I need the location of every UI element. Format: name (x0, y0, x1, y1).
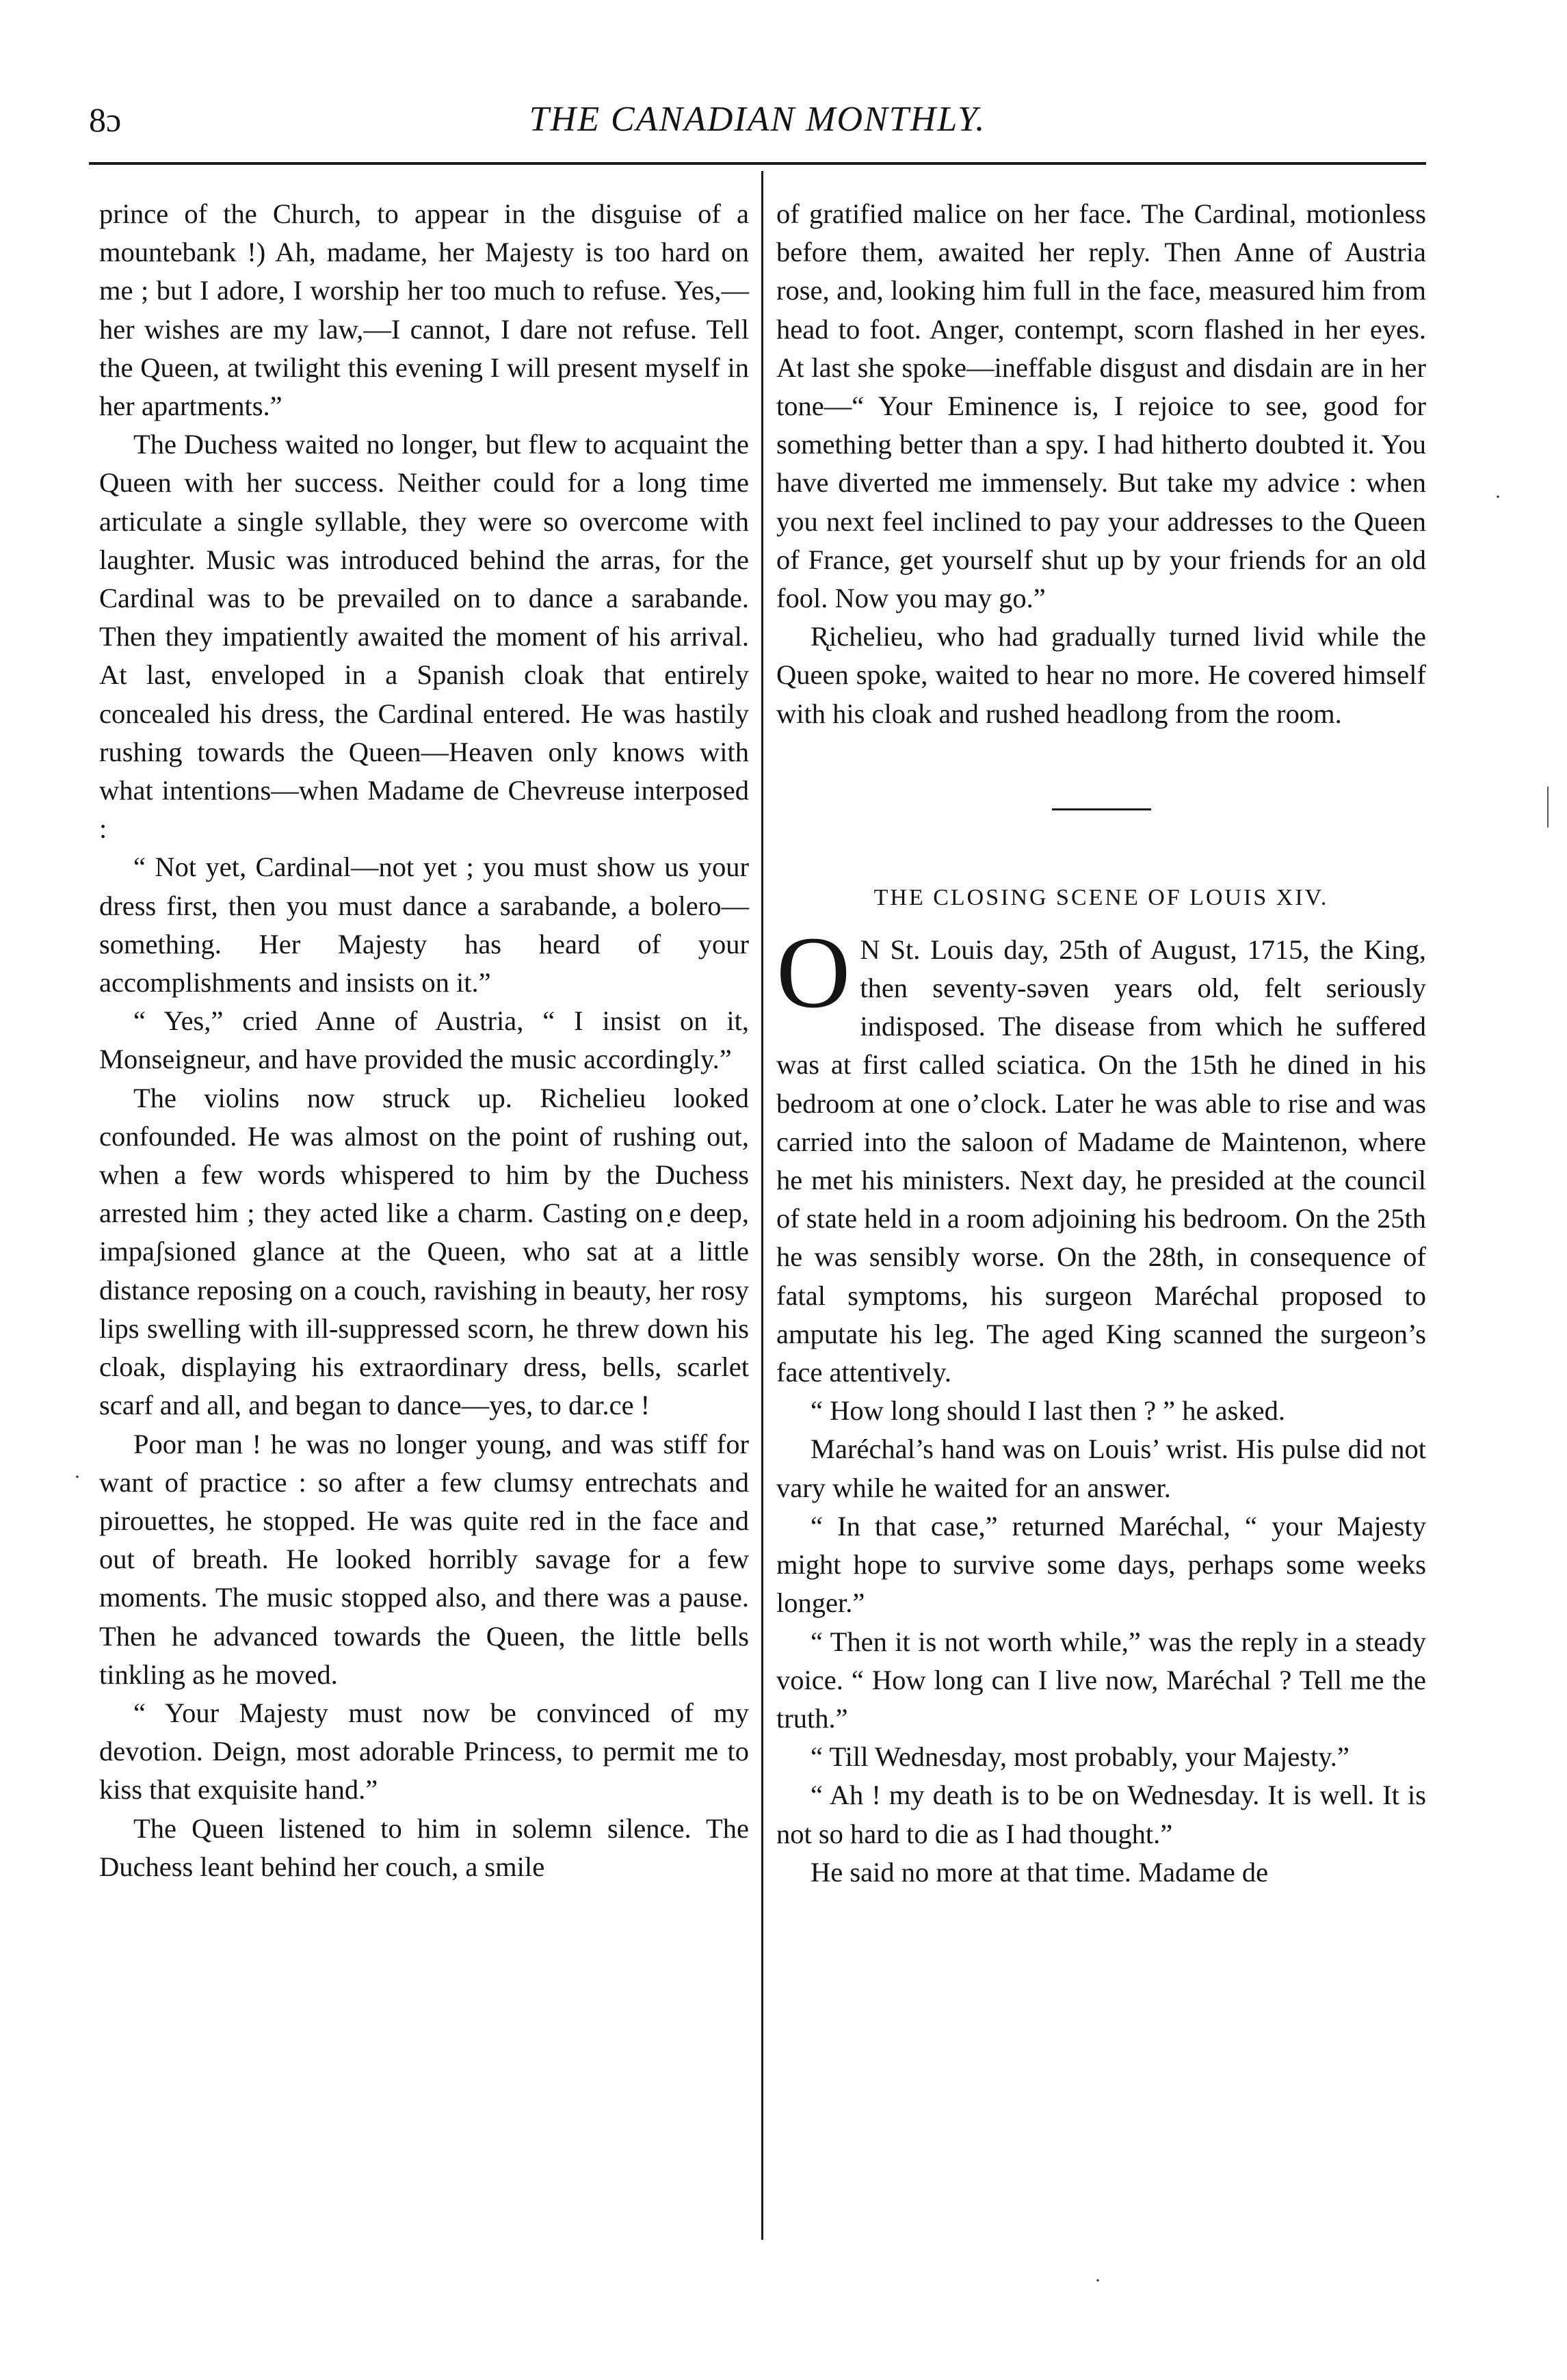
drop-cap: O (776, 915, 851, 1029)
paragraph: prince of the Church, to appear in the disguise of a mountebank !) Ah, madame, her Majesty is too hard on me ; but I adore, I worship her too much to refuse. Yes,—her wishes are my law,—I cannot, I dare not refuse. Tell the Queen, at twilight this evening I will present myself in her apartments.” (99, 198, 749, 422)
first-paragraph-text: N St. Louis day, 25th of August, 1715, the King, then seventy-səven years old, felt seriously indisposed. The disease from which he suffered was at first called sciatica. On the 15th he dined in his bedroom at one o’clock. Later he was able to rise and was carried into the saloon of Madame de Maintenon, where he met his ministers. Next day, he presided at the council of state held in a room adjoining his bedroom. On the 25th he was sensibly worse. On the 28th, in consequence of fatal symptoms, his surgeon Maréchal proposed to amputate his leg. The aged King scanned the surgeon’s face attentively. (776, 934, 1426, 1388)
section-title: THE CLOSING SCENE OF LOUIS XIV. (873, 884, 1329, 910)
column-divider (761, 171, 763, 2240)
paragraph: The Duchess waited no longer, but flew to acquaint the Queen with her success. Neither could for a long time articulate a single syllable, they were so overcome with laughter. Music was introduced behind the arras, for the Cardinal was to be prevailed on to dance a sarabande. Then they impatiently awaited the moment of his arrival. At last, enveloped in a Spanish cloak that entirely concealed his dress, the Cardinal entered. He was hastily rushing towards the Queen—Heaven only knows with what intentions—when Madame de Chevreuse interposed : (99, 429, 749, 845)
paragraph: R̨ichelieu, who had gradually turned livid while the Queen spoke, waited to hear no more. He covered himself with his cloak and rushed headlong from the room. (776, 621, 1426, 729)
scan-speck: · (74, 1466, 81, 1488)
paragraph: The violins now struck up. Richelieu looked confounded. He was almost on the point of rushing out, when a few words whispered to him by the Duchess arrested him ; they acted like a charm. Casting on ̣e deep, impaʃsioned glance at the Queen, who sat at a little distance reposing on a couch, ravishing in beauty, her rosy lips swelling with ill-suppressed scorn, he threw down his cloak, displaying his extraordinary dress, bells, scarlet scarf and all, and began to dance—yes, to dar.ce ! (99, 1082, 749, 1421)
paragraph: “ Till Wednesday, most probably, your Majesty.” (811, 1741, 1349, 1773)
paragraph: Maréchal’s hand was on Louis’ wrist. His pulse did not vary while he waited for an answer. (776, 1433, 1426, 1503)
scan-speck: · (1094, 2269, 1101, 2292)
left-column (99, 195, 749, 1886)
scan-speck: · (1494, 486, 1501, 508)
paragraph: “ In that case,” returned Maréchal, “ your Majesty might hope to survive some days, perhaps some weeks longer.” (776, 1510, 1426, 1619)
paragraph: of gratified malice on her face. The Cardinal, motionless before them, awaited her reply. Then Anne of Austria rose, and, looking him full in the face, measured him from head to foot. Anger, contempt, scorn flashed in her eyes. At last she spoke—ineffable disgust and disdain are in her tone—“ Your Eminence is, I rejoice to see, good for something better than a spy. I had hitherto doubted it. You have diverted me immensely. But take my advice : when you next feel inclined to pay your addresses to the Queen of France, get yourself shut up by your friends for an old fool. Now you may go.” (776, 198, 1426, 614)
running-title: THE CANADIAN MONTHLY. (529, 100, 986, 139)
paragraph: “ How long should I last then ? ” he asked. (811, 1395, 1285, 1427)
right-column (776, 195, 1426, 1892)
paragraph: “ Your Majesty must now be convinced of my devotion. Deign, most adorable Princess, to permit me to kiss that exquisite hand.” (99, 1697, 749, 1806)
section-separator (1052, 808, 1151, 810)
section-first-paragraph (776, 915, 1426, 1392)
paragraph: The Queen listened to him in solemn silence. The Duchess leant behind her couch, a smile (99, 1812, 749, 1882)
scan-edge-mark (1547, 786, 1558, 828)
paragraph: “ Ah ! my death is to be on Wednesday. It is well. It is not so hard to die as I had thought.” (776, 1780, 1426, 1849)
paragraph: “ Then it is not worth while,” was the reply in a steady voice. “ How long can I live now, Maréchal ? Tell me the truth.” (776, 1626, 1426, 1734)
page-header (89, 96, 1426, 150)
paragraph: “ Yes,” cried Anne of Austria, “ I insist on it, Monseigneur, and have provided the music accordingly.” (99, 1005, 749, 1075)
paragraph: Poor man ! he was no longer young, and was stiff for want of practice : so after a few clumsy entrechats and pirouettes, he stopped. He was quite red in the face and out of breath. He looked horribly savage for a few moments. The music stopped also, and there was a pause. Then he advanced towards the Queen, the little bells tinkling as he moved. (99, 1428, 749, 1690)
header-rule (89, 162, 1426, 165)
page-number: 8ɔ (89, 101, 122, 139)
paragraph: “ Not yet, Cardinal—not yet ; you must show us your dress first, then you must dance a sarabande, a bolero—something. Her Majesty has heard of your accomplishments and insists on it.” (99, 851, 749, 999)
paragraph: He said no more at that time. Madame de (811, 1856, 1269, 1888)
